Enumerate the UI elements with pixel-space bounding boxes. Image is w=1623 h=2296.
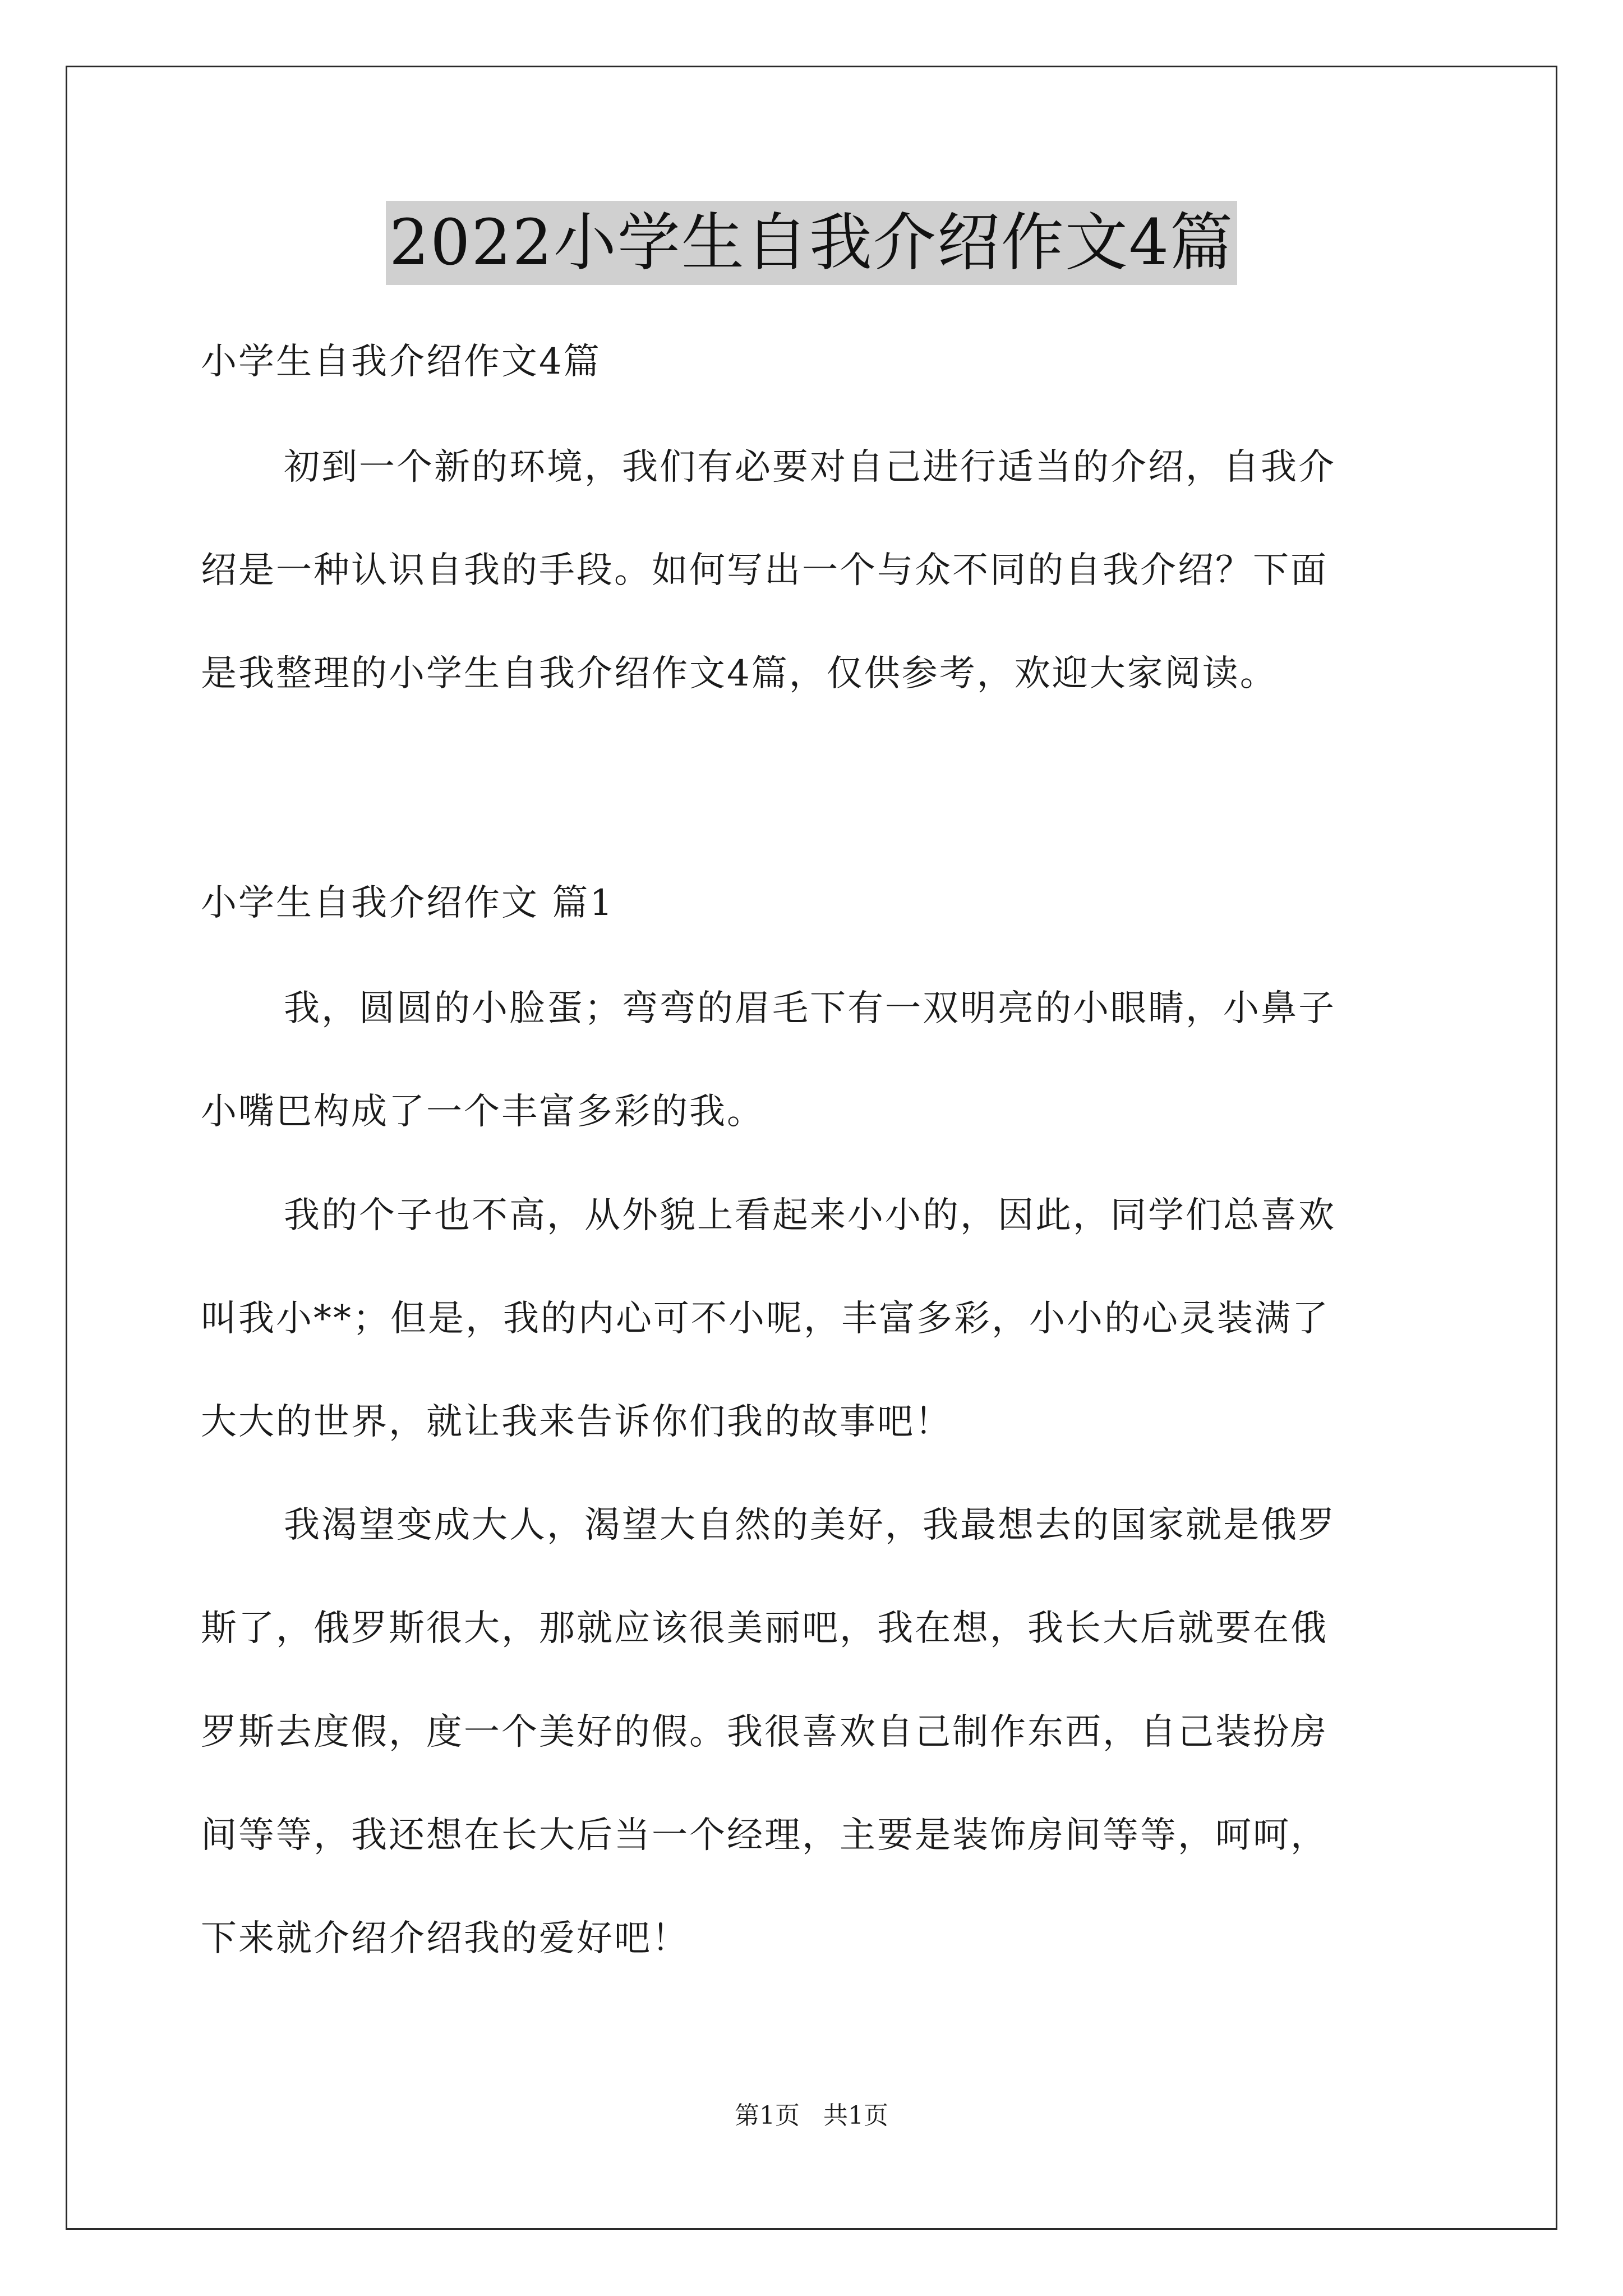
paragraph-line: 我的个子也不高，从外貌上看起来小小的，因此，同学们总喜欢 xyxy=(284,1195,1336,1236)
paragraph-line: 我，圆圆的小脸蛋；弯弯的眉毛下有一双明亮的小眼睛，小鼻子 xyxy=(284,988,1336,1029)
paragraph-line: 是我整理的小学生自我介绍作文4篇，仅供参考，欢迎大家阅读。 xyxy=(201,653,1278,694)
paragraph-line: 斯了，俄罗斯很大，那就应该很美丽吧，我在想，我长大后就要在俄 xyxy=(201,1608,1328,1649)
section-heading: 小学生自我介绍作文 篇1 xyxy=(201,882,615,924)
subtitle-line: 小学生自我介绍作文4篇 xyxy=(201,341,601,383)
paragraph-line: 我渴望变成大人，渴望大自然的美好，我最想去的国家就是俄罗 xyxy=(284,1504,1336,1546)
title-container xyxy=(0,201,1623,285)
paragraph-line: 罗斯去度假，度一个美好的假。我很喜欢自己制作东西，自己装扮房 xyxy=(201,1711,1328,1753)
paragraph-line: 绍是一种认识自我的手段。如何写出一个与众不同的自我介绍？下面 xyxy=(201,550,1328,591)
paragraph-line: 初到一个新的环境，我们有必要对自己进行适当的介绍，自我介 xyxy=(284,447,1336,488)
page-footer: 第1页 共1页 xyxy=(735,2101,888,2130)
page-border xyxy=(66,66,1557,2230)
paragraph-line: 下来就介绍介绍我的爱好吧！ xyxy=(201,1918,689,1959)
paragraph-line: 间等等，我还想在长大后当一个经理，主要是装饰房间等等，呵呵， xyxy=(201,1815,1328,1856)
paragraph-line: 叫我小**；但是，我的内心可不小呢，丰富多彩，小小的心灵装满了 xyxy=(201,1298,1330,1340)
document-title: 2022小学生自我介绍作文4篇 xyxy=(386,201,1237,285)
paragraph-line: 小嘴巴构成了一个丰富多彩的我。 xyxy=(201,1091,764,1133)
paragraph-line: 大大的世界，就让我来告诉你们我的故事吧！ xyxy=(201,1401,952,1443)
